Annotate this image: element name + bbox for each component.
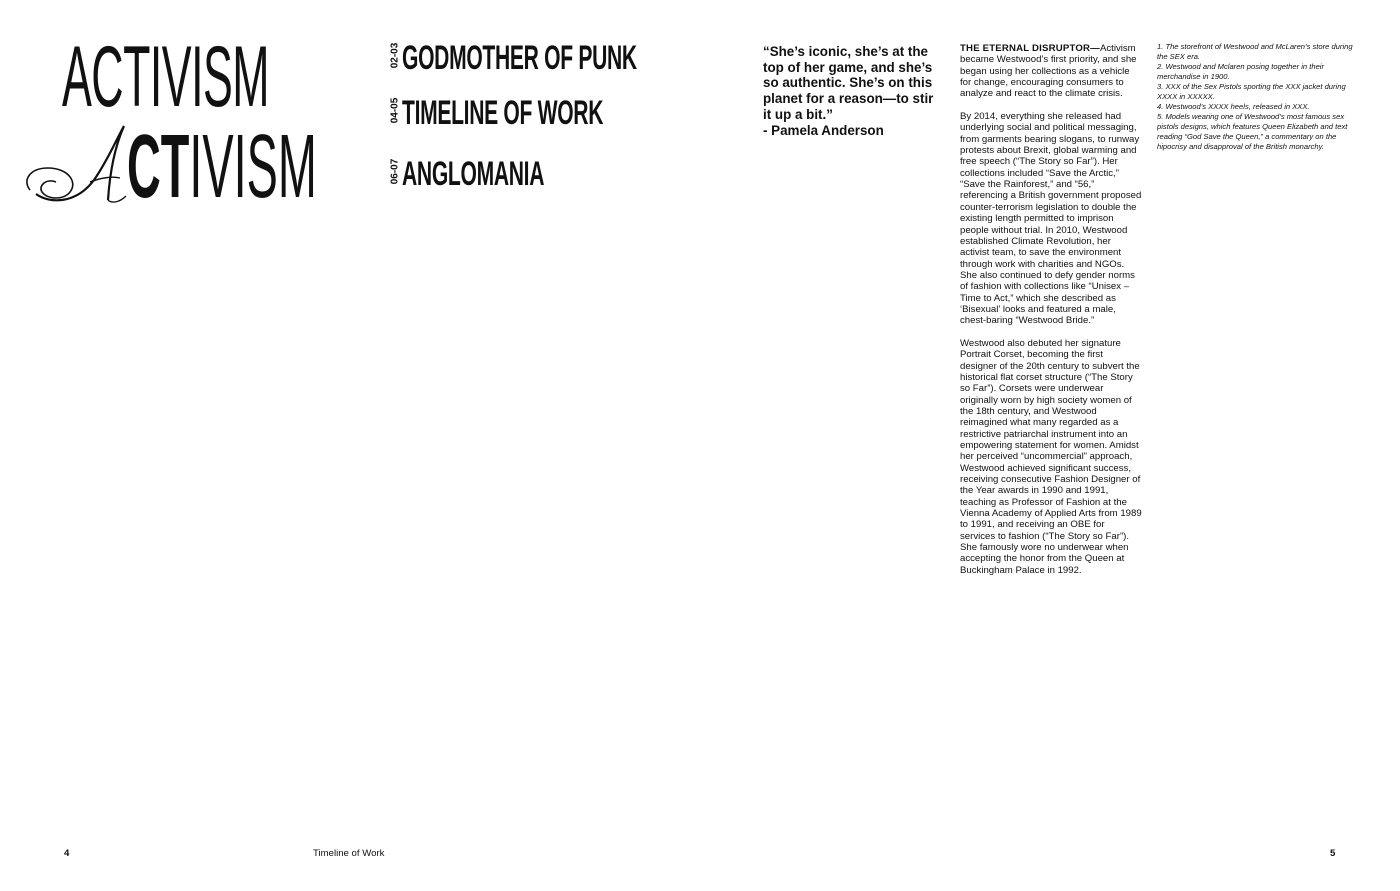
toc-item-godmother-of-punk[interactable]: [390, 40, 690, 80]
toc-page-range: 06-07: [389, 158, 401, 185]
caption-2: 2. Westwood and Mclaren posing together in their merchandise in 1900.: [1157, 61, 1325, 81]
page-number-left: 4: [64, 848, 70, 859]
title-line-2: [20, 117, 320, 217]
quote-text: “She’s iconic, she’s at the top of her game, and she’s so authentic. She’s on this planet for a reason—to stir it up a bit.”: [763, 44, 934, 122]
page-number-right: 5: [1330, 848, 1336, 859]
title-line-2-light: IVISM: [189, 117, 317, 217]
script-a-flourish: [20, 120, 135, 210]
body-column: [960, 43, 1142, 588]
toc-title: TIMELINE OF WORK: [402, 94, 604, 132]
image-captions: [1157, 42, 1353, 151]
title-line-2-bold: CT: [127, 117, 190, 217]
pull-quote: [763, 44, 943, 138]
footer-section-title: Timeline of Work: [313, 848, 385, 859]
toc-title: GODMOTHER OF PUNK: [402, 39, 637, 77]
toc-page-range: 04-05: [389, 97, 401, 124]
title-line-2-rest: [127, 117, 317, 217]
toc-page-range: 02-03: [389, 42, 401, 69]
toc-item-anglomania[interactable]: [390, 156, 690, 196]
toc-title: ANGLOMANIA: [402, 155, 545, 193]
toc-item-timeline-of-work[interactable]: [390, 95, 690, 135]
caption-5: 5. Models wearing one of Westwood’s most famous sex pistols designs, which features Queen Elizabeth and text reading “God Save the Queen,” a commentary on the hipocrisy and disapproval of the British monarchy.: [1157, 111, 1348, 151]
caption-4: 4. Westwood’s XXXX heels, released in XXX.: [1157, 101, 1310, 111]
body-paragraph-2: By 2014, everything she released had underlying social and political messaging, from garments bearing slogans, to runway protests about Brexit, global warming and free speech (“The Story so Far”). Her collections included “Save the Arctic,” “Save the Rainforest,” and “56,” referencing a British government proposed counter-terrorism legislation to double the existing length permitted to imprison people without trial. In 2010, Westwood established Climate Revolution, her activist team, to save the environment through work with charities and NGOs. She also continued to defy gender norms of fashion with collections like “Unisex – Time to Act,” which she described as ‘Bisexual’ looks and featured a male, chest-baring “Westwood Bride.”: [960, 111, 1142, 327]
caption-1: 1. The storefront of Westwood and McLaren’s store during the SEX era.: [1157, 42, 1353, 61]
title-line-1: ACTIVISM: [62, 29, 270, 125]
quote-attribution: - Pamela Anderson: [763, 122, 884, 138]
body-paragraph-3: Westwood also debuted her signature Portrait Corset, becoming the first designer of the 20th century to subvert the historical flat corset structure (“The Story so Far”). Corsets were underwear originally worn by high society women of the 18th century, and Westwood reimagined what many regarded as a restrictive patriarchal instrument into an empowering statement for women. Amidst her perceived “uncommercial” approach, Westwood achieved significant success, receiving consecutive Fashion Designer of the Year awards in 1990 and 1991, teaching as Professor of Fashion at the Vienna Academy of Applied Arts from 1989 to 1991, and receiving an OBE for services to fashion (“The Story so Far”). She famously wore no underwear when accepting the honor from the Queen at Buckingham Palace in 1992.: [960, 337, 1142, 576]
body-paragraph-1: THE ETERNAL DISRUPTOR—Activism became Westwood’s first priority, and she began using her collections as a vehicle for change, encouraging consumers to analyze and react to the climate crisis.: [960, 43, 1137, 100]
caption-3: 3. XXX of the Sex Pistols sporting the XXX jacket during XXXX in XXXXX.: [1157, 81, 1346, 101]
body-lead: THE ETERNAL DISRUPTOR—: [960, 43, 1100, 54]
